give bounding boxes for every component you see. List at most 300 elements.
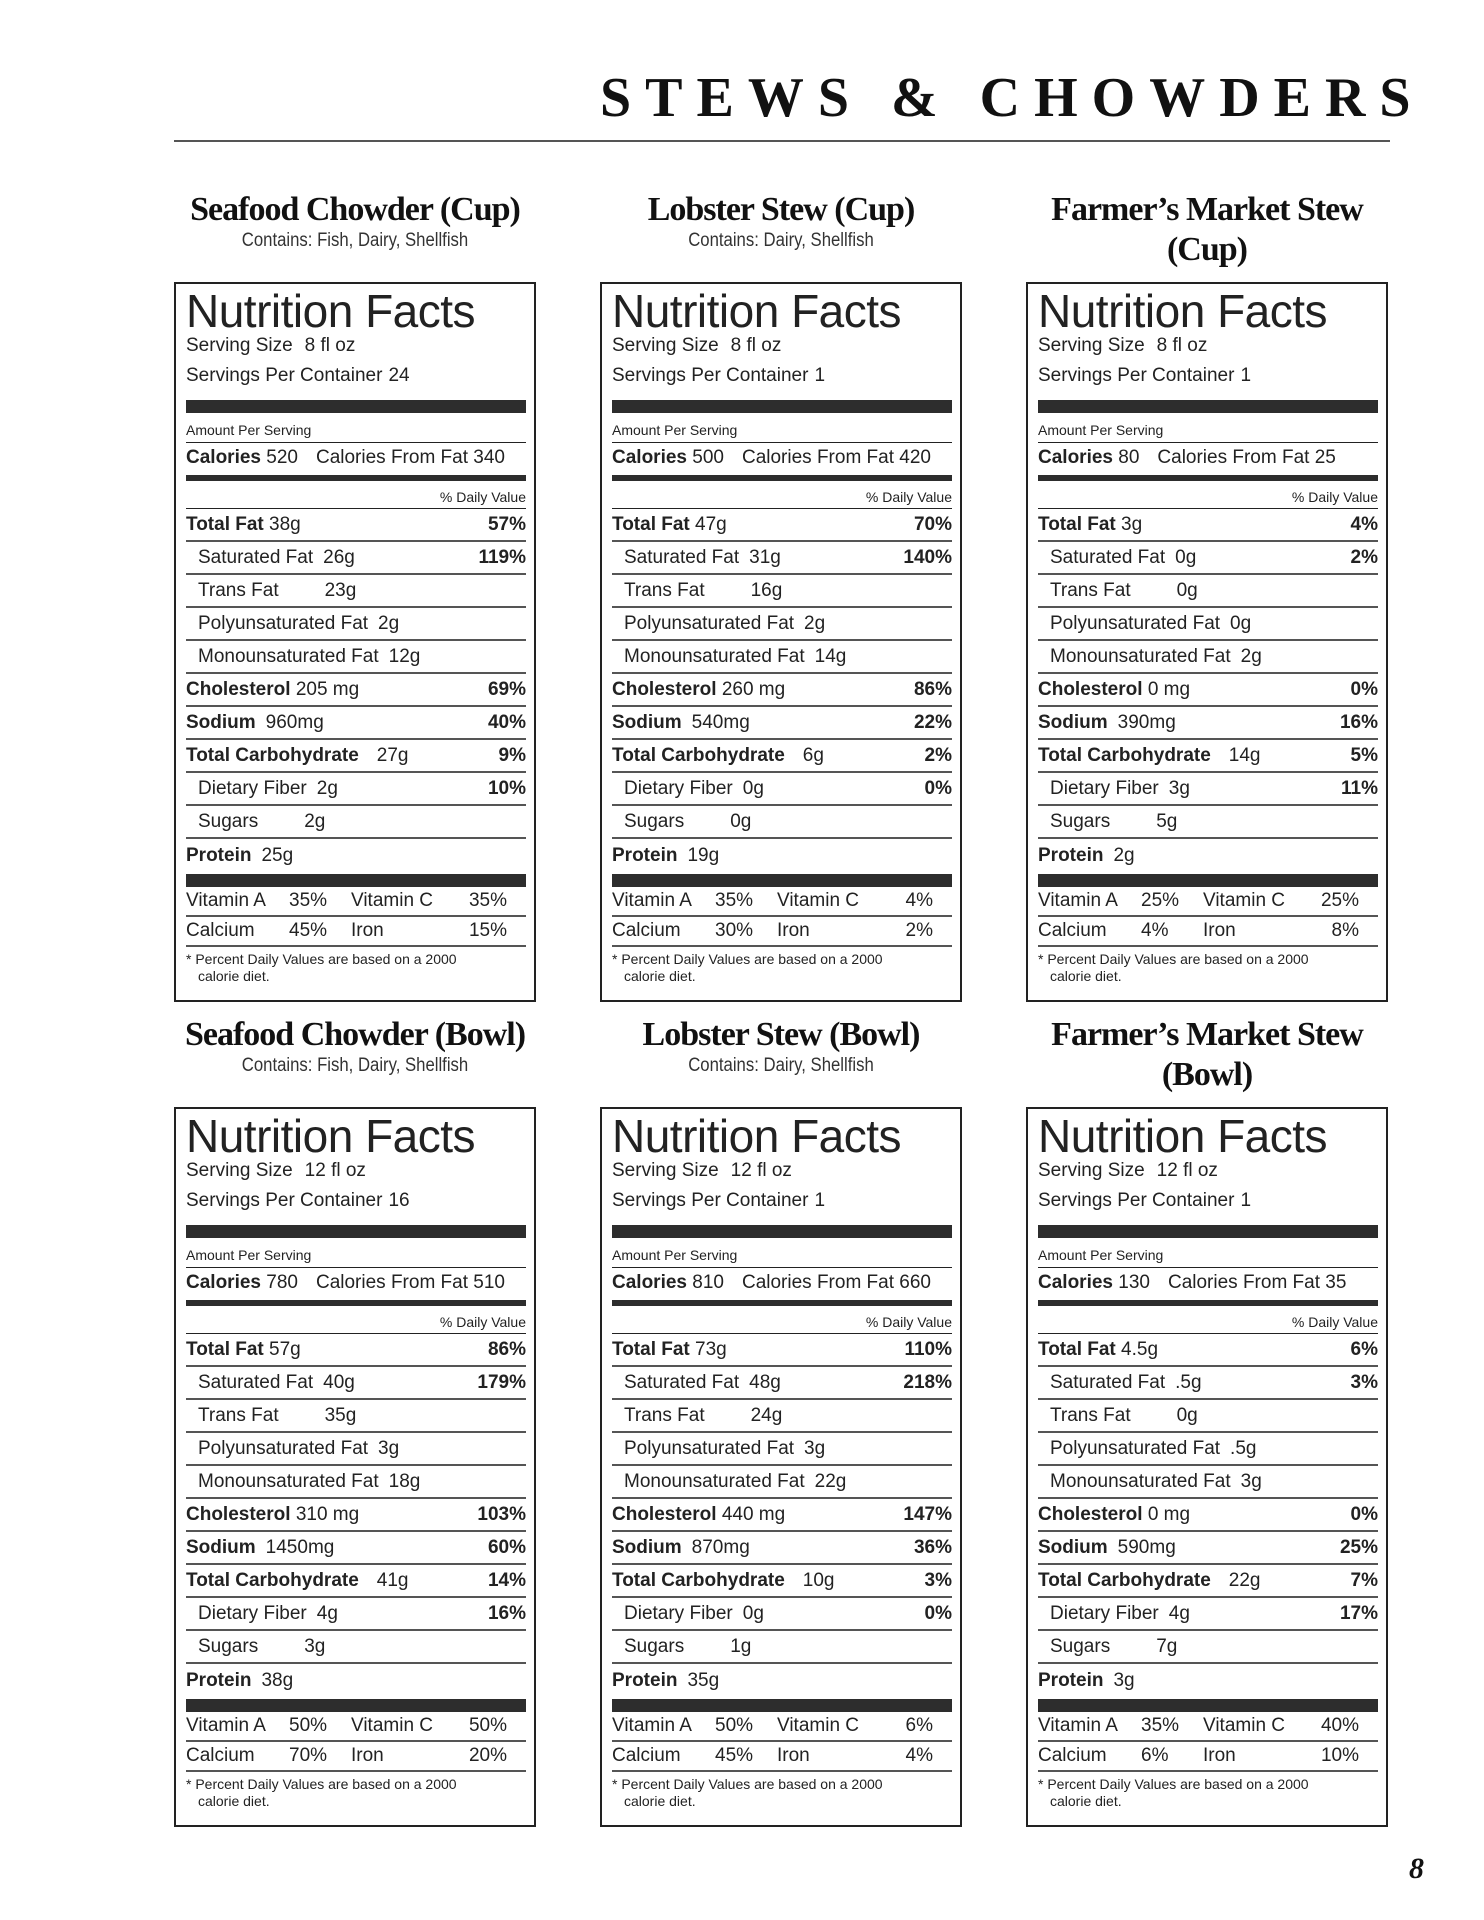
monounsaturated-fat-value: 2g — [1240, 645, 1262, 667]
dietary-fiber-label: Dietary Fiber — [1050, 777, 1159, 799]
calories-label: Calories — [612, 447, 687, 468]
footnote — [612, 1776, 952, 1810]
allergen-note: Contains: Dairy, Shellfish — [688, 1055, 874, 1076]
monounsaturated-fat-label: Monounsaturated Fat — [1050, 1470, 1231, 1492]
total-fat-label: Total Fat — [612, 513, 690, 535]
dietary-fiber-label: Dietary Fiber — [624, 777, 733, 799]
daily-value-heading: % Daily Value — [186, 487, 526, 509]
vitamin-row — [186, 1712, 526, 1742]
vitamin-c-label: Vitamin C — [1203, 890, 1286, 911]
serving-size-row — [612, 334, 952, 358]
total-fat-value: 47g — [695, 513, 727, 535]
calories-label: Calories — [1038, 447, 1113, 468]
protein-label: Protein — [1038, 844, 1104, 866]
calories-from-fat-label: Calories From Fat — [741, 447, 894, 468]
mineral-row — [612, 1742, 952, 1772]
sodium-value: 960mg — [265, 711, 324, 733]
monounsaturated-fat-row — [1038, 641, 1378, 674]
dietary-fiber-dv: 16% — [487, 1602, 526, 1624]
dietary-fiber-dv: 0% — [924, 777, 952, 799]
vitamin-row — [612, 1712, 952, 1742]
protein-value: 2g — [1113, 844, 1135, 866]
polyunsaturated-fat-label: Polyunsaturated Fat — [624, 1437, 795, 1459]
saturated-fat-label: Saturated Fat — [198, 546, 314, 568]
servings-label: Servings Per Container — [1038, 1190, 1235, 1211]
daily-value-heading: % Daily Value — [612, 1312, 952, 1334]
nutrition-facts-label — [1026, 282, 1388, 1002]
nutrition-facts-heading: Nutrition Facts — [612, 285, 902, 337]
total-fat-dv: 86% — [487, 1338, 526, 1360]
footnote-line: * Percent Daily Values are based on a 2000 — [612, 1776, 883, 1792]
sodium-value: 540mg — [691, 711, 750, 733]
polyunsaturated-fat-value: 2g — [804, 612, 826, 634]
vitamin-a-value: 35% — [715, 890, 754, 911]
total-carbohydrate-row — [186, 1565, 526, 1598]
sodium-row — [1038, 707, 1378, 740]
protein-label: Protein — [1038, 1669, 1104, 1691]
protein-label: Protein — [186, 1669, 252, 1691]
servings-value: 1 — [814, 1190, 826, 1211]
cholesterol-label: Cholesterol — [612, 1503, 717, 1525]
protein-value: 25g — [261, 844, 294, 866]
thick-divider — [612, 1699, 952, 1712]
polyunsaturated-fat-value: 3g — [804, 1437, 826, 1459]
saturated-fat-dv: 2% — [1350, 546, 1378, 568]
amount-per-serving: Amount Per Serving — [186, 421, 526, 443]
saturated-fat-label: Saturated Fat — [1050, 1371, 1166, 1393]
dietary-fiber-value: 4g — [316, 1602, 338, 1624]
polyunsaturated-fat-row — [1038, 608, 1378, 641]
sodium-dv: 16% — [1339, 711, 1378, 733]
cholesterol-row — [1038, 674, 1378, 707]
polyunsaturated-fat-row — [186, 1433, 526, 1466]
footnote — [1038, 1776, 1378, 1810]
sodium-row — [186, 1532, 526, 1565]
sugars-label: Sugars — [1050, 810, 1111, 832]
total-carbohydrate-value: 22g — [1228, 1569, 1261, 1591]
allergen-note: Contains: Fish, Dairy, Shellfish — [241, 230, 469, 251]
vitamin-a-value: 35% — [289, 890, 328, 911]
vitamin-c-value: 40% — [1320, 1715, 1359, 1736]
saturated-fat-label: Saturated Fat — [198, 1371, 314, 1393]
total-fat-row — [1038, 509, 1378, 542]
monounsaturated-fat-value: 12g — [388, 645, 421, 667]
saturated-fat-dv: 3% — [1350, 1371, 1378, 1393]
calories-from-fat-value: 35 — [1325, 1272, 1347, 1293]
calcium-value: 45% — [715, 1745, 754, 1766]
sugars-row — [612, 806, 952, 839]
servings-value: 16 — [388, 1190, 410, 1211]
dietary-fiber-value: 0g — [742, 1602, 764, 1624]
polyunsaturated-fat-value: .5g — [1230, 1437, 1257, 1459]
cholesterol-value: 440 mg — [721, 1503, 786, 1525]
thick-divider — [186, 874, 526, 887]
nutrition-facts-heading: Nutrition Facts — [612, 1110, 902, 1162]
vitamin-a-label: Vitamin A — [186, 1715, 266, 1736]
sugars-label: Sugars — [1050, 1635, 1111, 1657]
dietary-fiber-dv: 11% — [1341, 777, 1378, 799]
calories-from-fat-label: Calories From Fat — [315, 1272, 468, 1293]
nutrition-facts-label — [174, 282, 536, 1002]
trans-fat-label: Trans Fat — [1050, 579, 1131, 601]
total-carbohydrate-value: 10g — [802, 1569, 835, 1591]
calcium-value: 70% — [289, 1745, 328, 1766]
vitamin-a-value: 50% — [715, 1715, 754, 1736]
iron-label: Iron — [777, 1745, 810, 1766]
total-carbohydrate-value: 41g — [376, 1569, 409, 1591]
cholesterol-dv: 103% — [477, 1503, 526, 1525]
sodium-row — [186, 707, 526, 740]
trans-fat-value: 35g — [324, 1404, 357, 1426]
sodium-row — [1038, 1532, 1378, 1565]
total-fat-value: 57g — [269, 1338, 301, 1360]
total-fat-dv: 4% — [1350, 513, 1378, 535]
servings-value: 1 — [1240, 1190, 1252, 1211]
total-fat-label: Total Fat — [186, 1338, 264, 1360]
protein-row — [186, 1664, 526, 1697]
polyunsaturated-fat-row — [186, 608, 526, 641]
sugars-value: 0g — [730, 810, 752, 832]
thick-divider — [186, 400, 526, 413]
vitamin-c-label: Vitamin C — [351, 1715, 434, 1736]
polyunsaturated-fat-row — [612, 1433, 952, 1466]
total-carbohydrate-value: 6g — [802, 744, 824, 766]
trans-fat-value: 24g — [750, 1404, 783, 1426]
dietary-fiber-label: Dietary Fiber — [198, 777, 307, 799]
sodium-row — [612, 707, 952, 740]
monounsaturated-fat-value: 18g — [388, 1470, 421, 1492]
total-carbohydrate-label: Total Carbohydrate — [1038, 1569, 1211, 1591]
total-carbohydrate-dv: 14% — [487, 1569, 526, 1591]
allergen-note: Contains: Dairy, Shellfish — [688, 230, 874, 251]
polyunsaturated-fat-label: Polyunsaturated Fat — [1050, 612, 1221, 634]
calories-from-fat-value: 340 — [473, 447, 505, 468]
mineral-row — [1038, 917, 1378, 947]
vitamin-a-label: Vitamin A — [186, 890, 266, 911]
iron-value: 2% — [905, 920, 933, 941]
dietary-fiber-dv: 0% — [924, 1602, 952, 1624]
cholesterol-row — [186, 674, 526, 707]
product-name: Farmer’s Market Stew (Bowl) — [1051, 1016, 1363, 1093]
cholesterol-row — [186, 1499, 526, 1532]
cholesterol-dv: 86% — [913, 678, 952, 700]
calories-label: Calories — [1038, 1272, 1113, 1293]
calories-row — [186, 1268, 526, 1306]
total-fat-value: 4.5g — [1121, 1338, 1159, 1360]
trans-fat-label: Trans Fat — [624, 579, 705, 601]
protein-value: 19g — [687, 844, 720, 866]
calcium-value: 6% — [1141, 1745, 1169, 1766]
serving-size-value: 12 fl oz — [1156, 1160, 1218, 1181]
calories-label: Calories — [186, 1272, 261, 1293]
saturated-fat-value: 26g — [323, 546, 355, 568]
dietary-fiber-value: 0g — [742, 777, 764, 799]
total-carbohydrate-dv: 2% — [924, 744, 952, 766]
monounsaturated-fat-label: Monounsaturated Fat — [198, 1470, 379, 1492]
total-carbohydrate-row — [1038, 740, 1378, 773]
dietary-fiber-label: Dietary Fiber — [198, 1602, 307, 1624]
trans-fat-value: 0g — [1176, 579, 1198, 601]
calories-row — [612, 443, 952, 481]
serving-size-value: 8 fl oz — [730, 335, 782, 356]
saturated-fat-row — [612, 1367, 952, 1400]
product-name: Lobster Stew (Bowl) — [642, 1016, 920, 1053]
total-fat-dv: 6% — [1350, 1338, 1378, 1360]
vitamin-row — [612, 887, 952, 917]
polyunsaturated-fat-value: 3g — [378, 1437, 400, 1459]
servings-label: Servings Per Container — [612, 365, 809, 386]
sodium-value: 1450mg — [265, 1536, 335, 1558]
sugars-label: Sugars — [198, 1635, 259, 1657]
total-fat-row — [612, 509, 952, 542]
total-carbohydrate-label: Total Carbohydrate — [612, 1569, 785, 1591]
saturated-fat-value: 40g — [323, 1371, 355, 1393]
saturated-fat-row — [1038, 542, 1378, 575]
dietary-fiber-row — [186, 1598, 526, 1631]
iron-value: 10% — [1320, 1745, 1359, 1766]
monounsaturated-fat-label: Monounsaturated Fat — [624, 1470, 805, 1492]
sodium-dv: 40% — [487, 711, 526, 733]
sugars-value: 1g — [730, 1635, 752, 1657]
trans-fat-row — [186, 1400, 526, 1433]
serving-size-value: 12 fl oz — [304, 1160, 366, 1181]
calories-row — [1038, 443, 1378, 481]
vitamin-a-label: Vitamin A — [612, 1715, 692, 1736]
mineral-row — [186, 1742, 526, 1772]
sodium-label: Sodium — [612, 711, 682, 733]
vitamin-a-value: 25% — [1141, 890, 1180, 911]
sodium-value: 870mg — [691, 1536, 750, 1558]
total-carbohydrate-dv: 3% — [924, 1569, 952, 1591]
polyunsaturated-fat-value: 2g — [378, 612, 400, 634]
polyunsaturated-fat-label: Polyunsaturated Fat — [1050, 1437, 1221, 1459]
serving-size-label: Serving Size — [612, 1160, 719, 1181]
trans-fat-label: Trans Fat — [624, 1404, 705, 1426]
saturated-fat-row — [1038, 1367, 1378, 1400]
vitamin-c-value: 50% — [468, 1715, 507, 1736]
amount-per-serving: Amount Per Serving — [612, 1246, 952, 1268]
monounsaturated-fat-row — [612, 641, 952, 674]
calcium-label: Calcium — [186, 1745, 255, 1766]
protein-row — [612, 839, 952, 872]
serving-size-value: 8 fl oz — [304, 335, 356, 356]
mineral-row — [612, 917, 952, 947]
serving-size-label: Serving Size — [1038, 335, 1145, 356]
calcium-label: Calcium — [186, 920, 255, 941]
iron-label: Iron — [1203, 920, 1236, 941]
protein-row — [1038, 839, 1378, 872]
serving-size-row — [1038, 334, 1378, 358]
polyunsaturated-fat-row — [1038, 1433, 1378, 1466]
vitamin-c-label: Vitamin C — [777, 890, 860, 911]
calories-value: 520 — [266, 447, 298, 468]
vitamin-a-value: 35% — [1141, 1715, 1180, 1736]
product-panel — [174, 190, 536, 984]
polyunsaturated-fat-value: 0g — [1230, 612, 1252, 634]
dietary-fiber-dv: 17% — [1339, 1602, 1378, 1624]
calories-from-fat-value: 420 — [899, 447, 931, 468]
trans-fat-value: 23g — [324, 579, 357, 601]
thick-divider — [1038, 400, 1378, 413]
saturated-fat-label: Saturated Fat — [624, 1371, 740, 1393]
nutrition-facts-label — [1026, 1107, 1388, 1827]
footnote-line: calorie diet. — [624, 968, 696, 984]
total-fat-value: 73g — [695, 1338, 727, 1360]
cholesterol-row — [1038, 1499, 1378, 1532]
serving-size-value: 8 fl oz — [1156, 335, 1208, 356]
saturated-fat-dv: 179% — [477, 1371, 526, 1393]
calories-from-fat-value: 510 — [473, 1272, 505, 1293]
trans-fat-row — [1038, 1400, 1378, 1433]
servings-row — [612, 364, 952, 388]
vitamin-c-value: 35% — [468, 890, 507, 911]
calories-from-fat-label: Calories From Fat — [1157, 447, 1310, 468]
serving-size-label: Serving Size — [186, 1160, 293, 1181]
saturated-fat-value: 31g — [749, 546, 781, 568]
calories-from-fat-label: Calories From Fat — [315, 447, 468, 468]
serving-size-label: Serving Size — [612, 335, 719, 356]
dietary-fiber-row — [612, 773, 952, 806]
cholesterol-dv: 69% — [487, 678, 526, 700]
saturated-fat-dv: 140% — [903, 546, 952, 568]
cholesterol-label: Cholesterol — [612, 678, 717, 700]
total-carbohydrate-dv: 7% — [1350, 1569, 1378, 1591]
sugars-value: 3g — [304, 1635, 326, 1657]
saturated-fat-value: 0g — [1175, 546, 1197, 568]
cholesterol-dv: 0% — [1350, 678, 1378, 700]
total-fat-row — [612, 1334, 952, 1367]
calories-from-fat-value: 25 — [1314, 447, 1336, 468]
vitamin-a-label: Vitamin A — [612, 890, 692, 911]
product-panel — [600, 190, 962, 984]
cholesterol-dv: 147% — [903, 1503, 952, 1525]
footnote — [186, 1776, 526, 1810]
product-panel — [600, 1015, 962, 1809]
total-carbohydrate-dv: 5% — [1350, 744, 1378, 766]
servings-label: Servings Per Container — [186, 1190, 383, 1211]
vitamin-c-value: 4% — [905, 890, 933, 911]
footnote — [1038, 951, 1378, 985]
monounsaturated-fat-label: Monounsaturated Fat — [624, 645, 805, 667]
sodium-dv: 60% — [487, 1536, 526, 1558]
thick-divider — [186, 1225, 526, 1238]
total-carbohydrate-label: Total Carbohydrate — [612, 744, 785, 766]
total-fat-label: Total Fat — [1038, 1338, 1116, 1360]
trans-fat-value: 0g — [1176, 1404, 1198, 1426]
total-fat-row — [1038, 1334, 1378, 1367]
dietary-fiber-dv: 10% — [487, 777, 526, 799]
saturated-fat-value: 48g — [749, 1371, 781, 1393]
trans-fat-row — [612, 575, 952, 608]
nutrition-facts-heading: Nutrition Facts — [1038, 1110, 1328, 1162]
amount-per-serving: Amount Per Serving — [612, 421, 952, 443]
iron-value: 4% — [905, 1745, 933, 1766]
total-fat-label: Total Fat — [1038, 513, 1116, 535]
cholesterol-label: Cholesterol — [1038, 678, 1143, 700]
calories-row — [1038, 1268, 1378, 1306]
cholesterol-row — [612, 1499, 952, 1532]
cholesterol-row — [612, 674, 952, 707]
thick-divider — [1038, 1225, 1378, 1238]
sugars-value: 5g — [1156, 810, 1178, 832]
footnote-line: * Percent Daily Values are based on a 2000 — [1038, 1776, 1309, 1792]
vitamin-c-label: Vitamin C — [1203, 1715, 1286, 1736]
mineral-row — [186, 917, 526, 947]
trans-fat-value: 16g — [750, 579, 783, 601]
polyunsaturated-fat-row — [612, 608, 952, 641]
nutrition-facts-label — [600, 1107, 962, 1827]
serving-size-row — [612, 1159, 952, 1183]
calcium-label: Calcium — [612, 920, 681, 941]
calories-label: Calories — [186, 447, 261, 468]
total-fat-label: Total Fat — [612, 1338, 690, 1360]
vitamin-a-label: Vitamin A — [1038, 1715, 1118, 1736]
servings-value: 1 — [1240, 365, 1252, 386]
calories-from-fat-label: Calories From Fat — [741, 1272, 894, 1293]
calcium-label: Calcium — [612, 1745, 681, 1766]
servings-label: Servings Per Container — [1038, 365, 1235, 386]
product-name: Lobster Stew (Cup) — [647, 191, 915, 228]
trans-fat-row — [612, 1400, 952, 1433]
nutrition-facts-heading: Nutrition Facts — [186, 1110, 476, 1162]
sodium-label: Sodium — [1038, 711, 1108, 733]
nutrition-facts-heading: Nutrition Facts — [1038, 285, 1328, 337]
monounsaturated-fat-row — [1038, 1466, 1378, 1499]
sugars-value: 2g — [304, 810, 326, 832]
product-panel — [1026, 190, 1388, 984]
nutrition-facts-label — [600, 282, 962, 1002]
daily-value-heading: % Daily Value — [612, 487, 952, 509]
sugars-value: 7g — [1156, 1635, 1178, 1657]
footnote-line: * Percent Daily Values are based on a 2000 — [186, 951, 457, 967]
calcium-label: Calcium — [1038, 1745, 1107, 1766]
servings-row — [1038, 1189, 1378, 1213]
dietary-fiber-value: 4g — [1168, 1602, 1190, 1624]
nutrition-facts-label — [174, 1107, 536, 1827]
total-carbohydrate-row — [612, 740, 952, 773]
total-carbohydrate-row — [612, 1565, 952, 1598]
calories-value: 80 — [1118, 447, 1140, 468]
sugars-row — [186, 806, 526, 839]
trans-fat-label: Trans Fat — [1050, 1404, 1131, 1426]
product-panel — [174, 1015, 536, 1809]
cholesterol-value: 310 mg — [295, 1503, 360, 1525]
trans-fat-row — [186, 575, 526, 608]
trans-fat-label: Trans Fat — [198, 1404, 279, 1426]
protein-label: Protein — [612, 1669, 678, 1691]
iron-label: Iron — [1203, 1745, 1236, 1766]
vitamin-a-label: Vitamin A — [1038, 890, 1118, 911]
total-fat-value: 3g — [1121, 513, 1143, 535]
servings-label: Servings Per Container — [612, 1190, 809, 1211]
cholesterol-value: 0 mg — [1147, 1503, 1191, 1525]
servings-label: Servings Per Container — [186, 365, 383, 386]
amount-per-serving: Amount Per Serving — [186, 1246, 526, 1268]
footnote-line: * Percent Daily Values are based on a 2000 — [612, 951, 883, 967]
servings-row — [186, 364, 526, 388]
footnote-line: calorie diet. — [1050, 1793, 1122, 1809]
product-panel — [1026, 1015, 1388, 1809]
calories-from-fat-label: Calories From Fat — [1167, 1272, 1320, 1293]
total-fat-row — [186, 1334, 526, 1367]
total-fat-label: Total Fat — [186, 513, 264, 535]
total-carbohydrate-value: 27g — [376, 744, 409, 766]
polyunsaturated-fat-label: Polyunsaturated Fat — [624, 612, 795, 634]
dietary-fiber-row — [1038, 773, 1378, 806]
thick-divider — [612, 400, 952, 413]
cholesterol-dv: 0% — [1350, 1503, 1378, 1525]
total-carbohydrate-row — [1038, 1565, 1378, 1598]
